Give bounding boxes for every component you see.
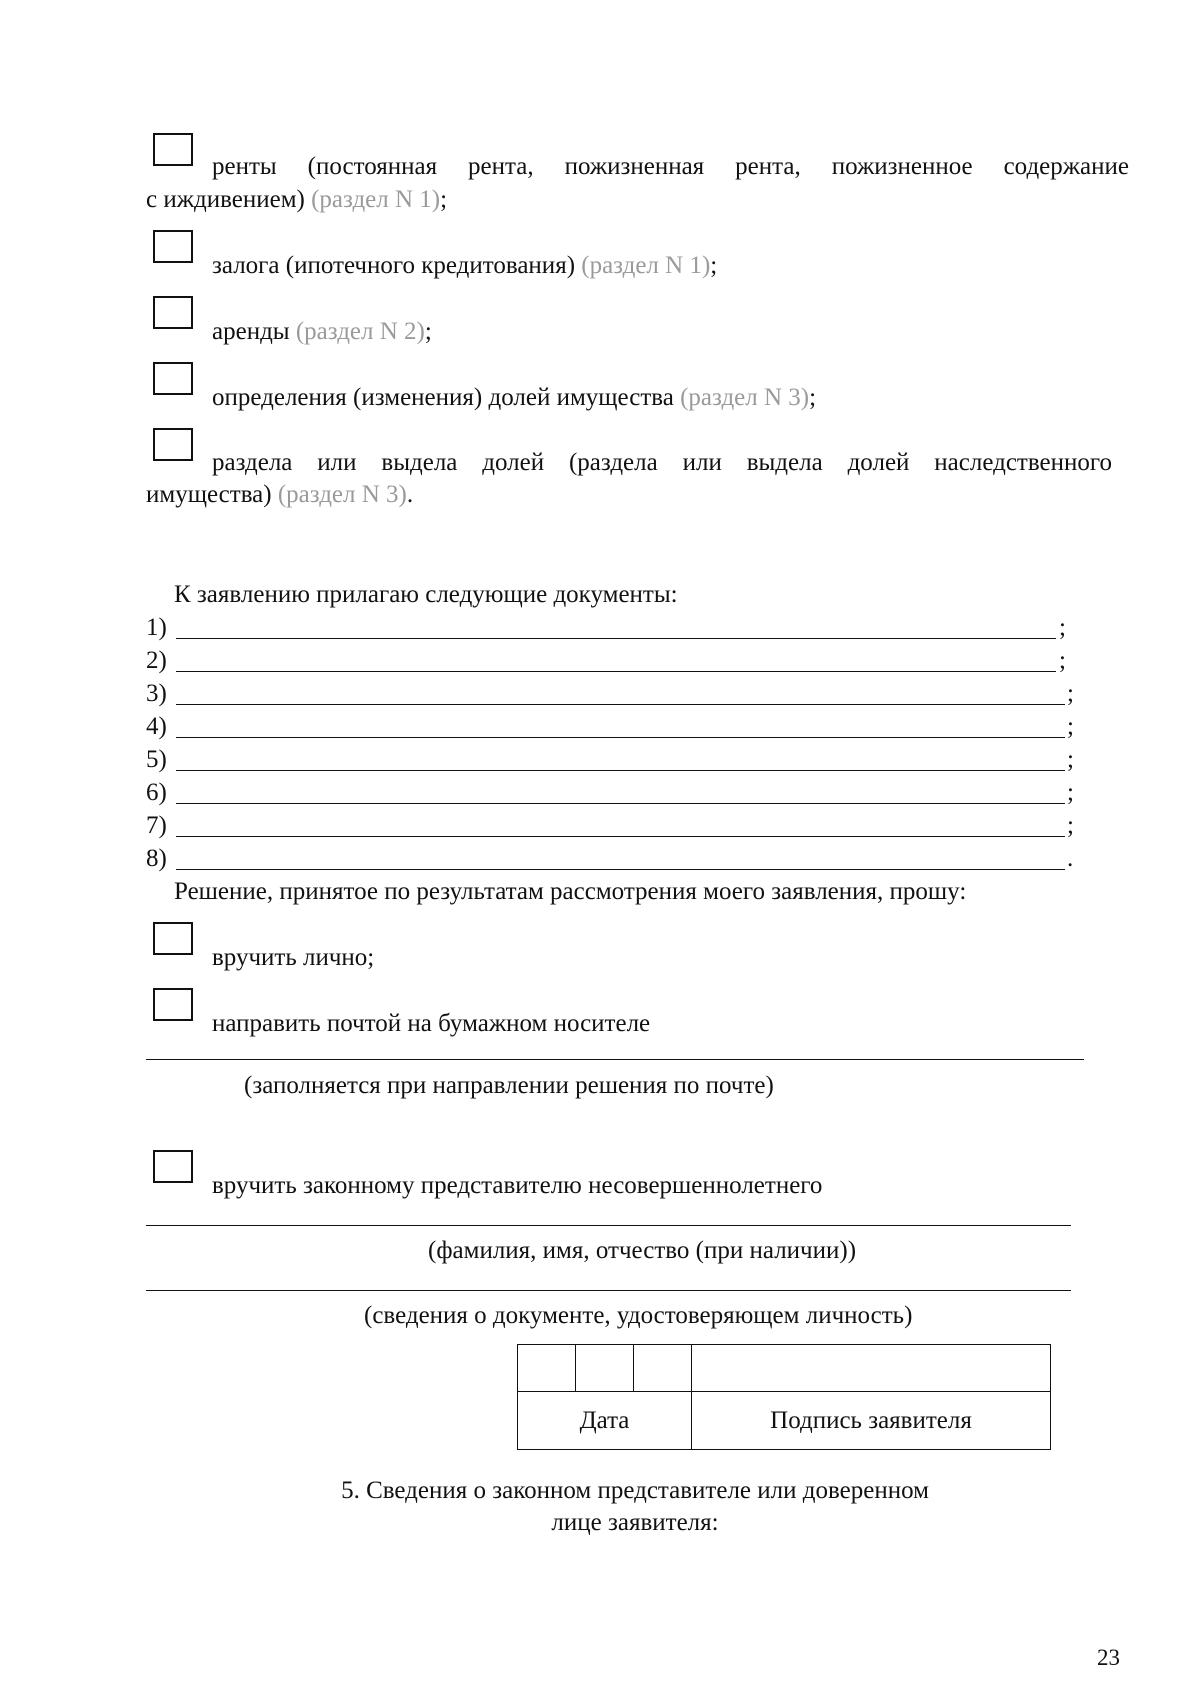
fio-caption: (фамилия, имя, отчество (при наличии)) [428,1237,857,1264]
option-pledge: залога (ипотечного кредитования) (раздел N 1); [212,252,718,279]
checkbox-shares[interactable] [153,362,193,395]
fio-line[interactable] [146,1225,1071,1226]
option-shares: определения (изменения) долей имущества (раздел N 3); [212,384,817,411]
attachment-line[interactable]: 3) ; [146,680,1074,707]
checkbox-personal[interactable] [153,922,193,955]
option-rent-line1: ренты (постоянная рента, пожизненная рента, пожизненное содержание [212,153,1129,180]
attachment-line[interactable]: 5) ; [146,746,1074,773]
checkbox-representative[interactable] [153,1150,193,1183]
checkbox-division[interactable] [153,428,193,461]
date-label: Дата [518,1392,692,1450]
signature-cell[interactable] [692,1345,1051,1392]
page-number: 23 [1097,1645,1120,1670]
section-ref: (раздел N 3) [680,384,810,411]
option-lease: аренды (раздел N 2); [212,318,432,345]
option-division-line2: имущества) (раздел N 3). [146,481,414,508]
option-rent-text: с иждивением) [146,186,312,213]
checkbox-mail[interactable] [153,988,193,1021]
identity-doc-line[interactable] [146,1290,1071,1291]
checkbox-rent[interactable] [153,133,193,166]
option-rent-line2: с иждивением) (раздел N 1); [146,186,448,213]
signature-table [517,1344,1051,1450]
option-personal: вручить лично; [212,944,375,971]
attachments-heading: К заявлению прилагаю следующие документы: [174,581,678,608]
section-ref: (раздел N 1) [311,186,441,213]
decision-heading: Решение, принятое по результатам рассмотрения моего заявления, прошу: [174,878,967,905]
option-representative: вручить законному представителю несовершеннолетнего [212,1172,823,1199]
attachment-line[interactable]: 6) ; [146,779,1074,806]
date-cell[interactable] [634,1345,692,1392]
date-cell[interactable] [518,1345,576,1392]
checkbox-lease[interactable] [153,296,193,329]
section-ref: (раздел N 2) [295,318,425,345]
mail-address-line[interactable] [146,1059,1084,1060]
attachment-line[interactable]: 4) ; [146,713,1074,740]
date-cell[interactable] [576,1345,634,1392]
identity-doc-caption: (сведения о документе, удостоверяющем личность) [364,1302,913,1329]
signature-label: Подпись заявителя [692,1392,1051,1450]
section-ref: (раздел N 3) [277,481,407,508]
attachment-line[interactable]: 2) ; [146,647,1066,674]
option-division-line1: раздела или выдела долей (раздела или выдела долей наследственного [212,449,1112,476]
section5-heading-line1: 5. Сведения о законном представителе или доверенном [341,1477,929,1504]
checkbox-pledge[interactable] [153,230,193,263]
attachment-line[interactable]: 7) ; [146,812,1074,839]
section-ref: (раздел N 1) [581,252,711,279]
attachment-line[interactable]: 8) . [146,845,1074,872]
attachment-line[interactable]: 1) ; [146,614,1066,641]
mail-caption: (заполняется при направлении решения по почте) [244,1072,774,1099]
section5-heading-line2: лице заявителя: [551,1509,719,1536]
option-mail: направить почтой на бумажном носителе [212,1010,651,1037]
